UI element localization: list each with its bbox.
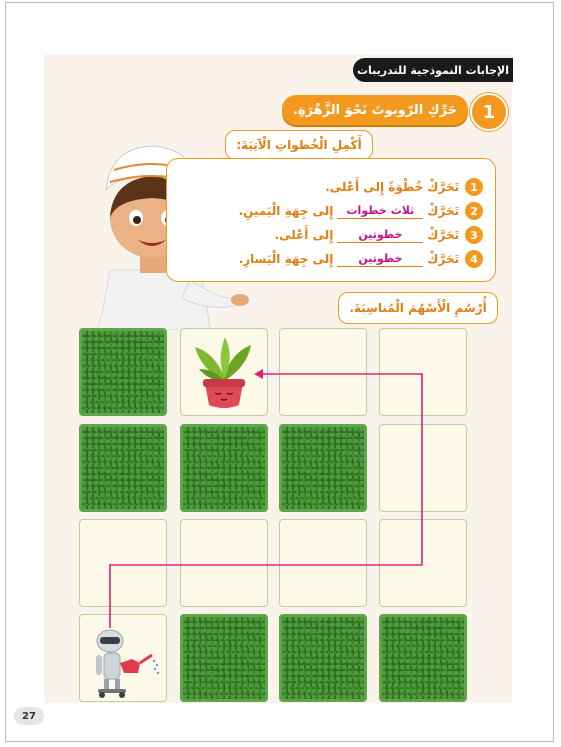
step-number: 4 <box>465 250 483 268</box>
grid-cell-empty[interactable] <box>180 519 268 607</box>
grid-cell-empty[interactable] <box>279 328 367 416</box>
step-text: خُطْوَةً إِلى أَعْلى. <box>325 180 424 194</box>
step-1 <box>325 177 483 197</box>
grid-cell-empty[interactable] <box>379 328 467 416</box>
page-number: 27 <box>14 707 44 725</box>
step-number: 2 <box>465 202 483 220</box>
steps-box <box>166 158 496 282</box>
grid-cell-empty[interactable] <box>379 424 467 512</box>
step-verb: تَحَرَّكْ <box>427 204 459 218</box>
grid-cell-empty[interactable] <box>279 519 367 607</box>
step-verb: تَحَرَّكْ <box>427 228 459 242</box>
step-text: إِلى أَعْلى. <box>274 228 334 242</box>
question-title: حَرِّكِ الرّوبوتَ نَحْوَ الزَّهْرَةِ. <box>282 95 468 125</box>
grid-cell-grass <box>180 614 268 702</box>
robot-icon <box>80 615 166 701</box>
answers-header: الإجابات النموذجية للتدريبات <box>353 58 513 82</box>
grid-cell-empty[interactable] <box>379 519 467 607</box>
complete-steps-label: أَكْمِلِ الْخُطواتِ الْآتِيَةَ: <box>225 130 373 160</box>
grid-cell-empty[interactable] <box>79 519 167 607</box>
step-2 <box>239 201 483 221</box>
grid-cell-grass <box>79 424 167 512</box>
step-verb: تَحَرَّكْ <box>427 180 459 194</box>
question-number-badge: 1 <box>470 93 508 131</box>
answer-field[interactable]: ثلاث خطوات <box>337 204 423 219</box>
grid-cell-grass <box>79 328 167 416</box>
grid-cell-robot[interactable] <box>79 614 167 702</box>
grid-cell-grass <box>180 424 268 512</box>
step-text: إِلى جِهَةِ الْيَمينِ. <box>238 204 334 218</box>
step-3 <box>275 225 483 245</box>
grid-cell-grass <box>279 614 367 702</box>
flower-pot-icon <box>181 329 267 415</box>
answer-field[interactable]: خطوتين <box>337 252 423 267</box>
step-number: 3 <box>465 226 483 244</box>
draw-arrows-label: أُرْسُمِ الْأَسْهُمَ الْمُناسِبَةَ. <box>338 292 498 324</box>
grid-cell-grass <box>379 614 467 702</box>
answer-field[interactable]: خطوتين <box>337 228 423 243</box>
step-text: إِلى جِهَةِ الْيَسارِ. <box>238 252 334 266</box>
step-number: 1 <box>465 178 483 196</box>
step-verb: تَحَرَّكْ <box>427 252 459 266</box>
step-4 <box>239 249 483 269</box>
grid-cell-grass <box>279 424 367 512</box>
grid-cell-flower[interactable] <box>180 328 268 416</box>
